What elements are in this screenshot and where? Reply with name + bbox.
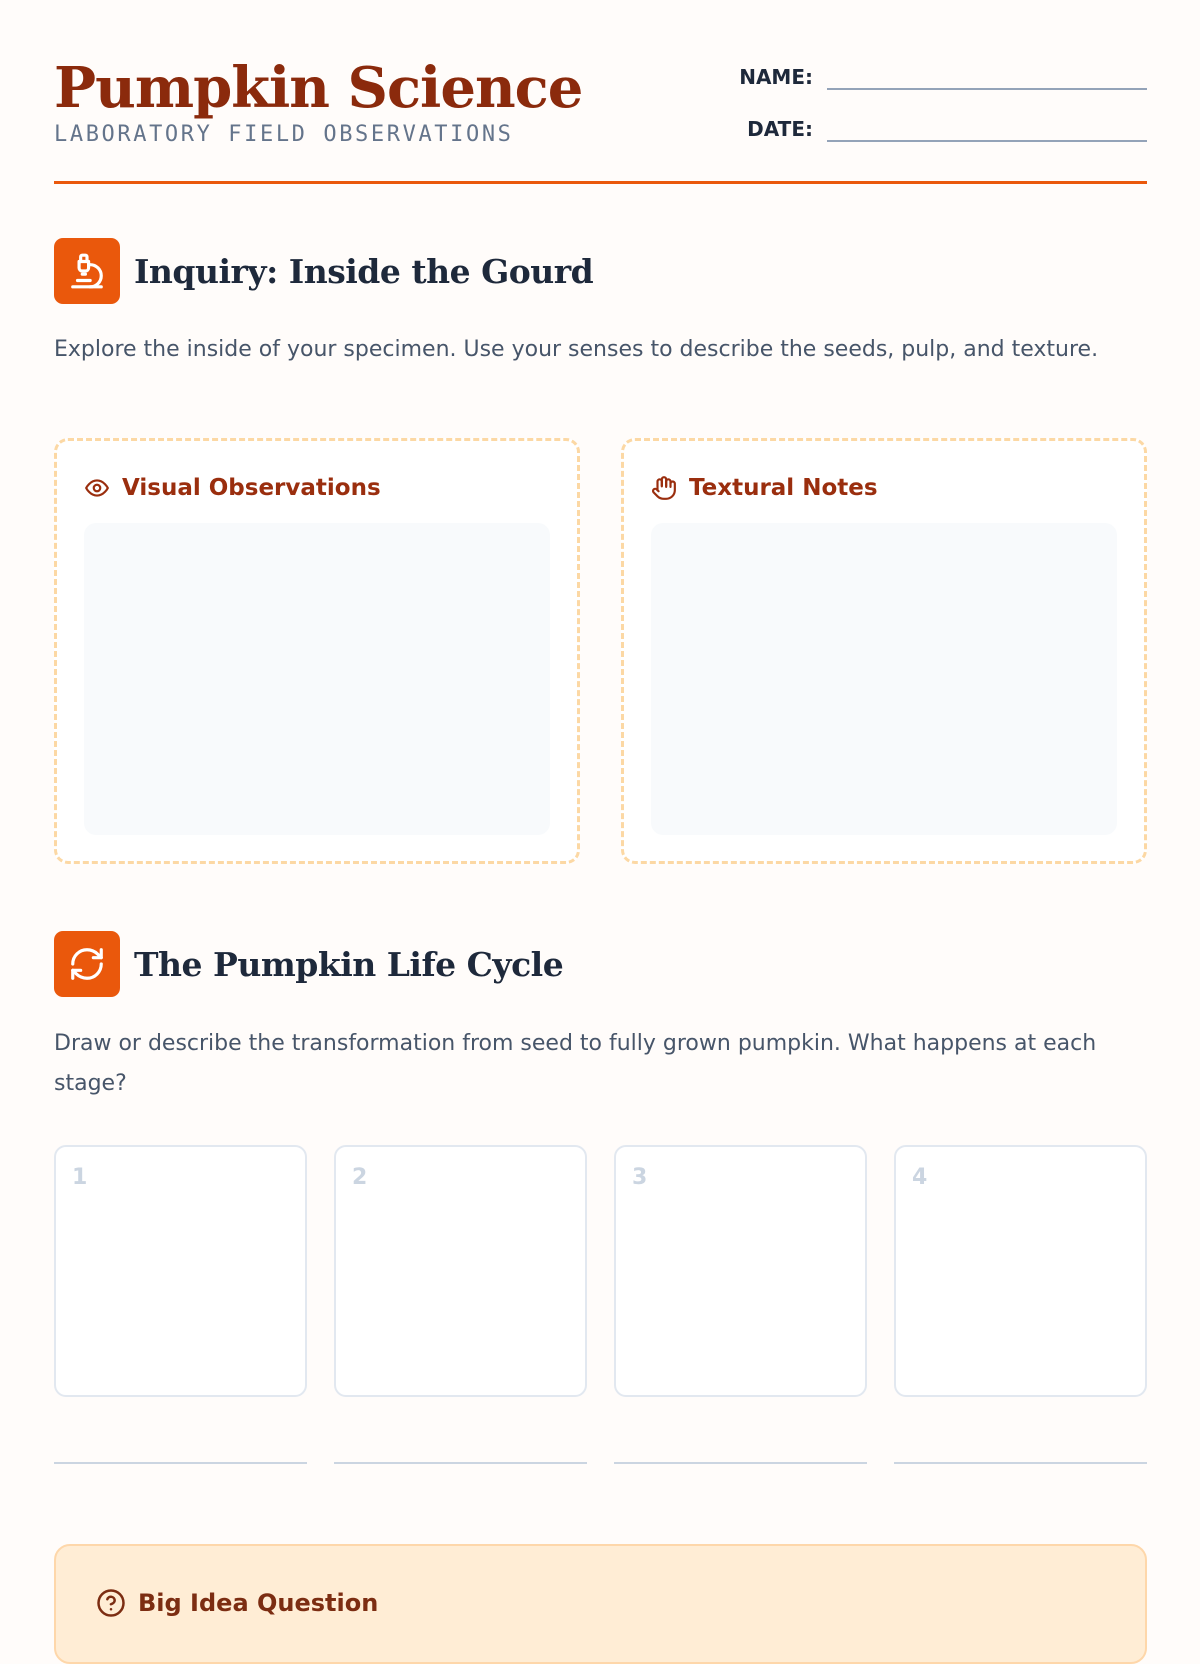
life-cycle-title: The Pumpkin Life Cycle <box>134 944 564 984</box>
visual-observations-label: Visual Observations <box>122 475 381 501</box>
stage-number: 1 <box>72 1165 88 1190</box>
stage-card-4[interactable] <box>894 1145 1147 1397</box>
microscope-icon <box>54 238 120 304</box>
page-title: Pumpkin Science <box>54 55 583 121</box>
textural-notes-label: Textural Notes <box>689 475 878 501</box>
stage-number: 2 <box>352 1165 368 1190</box>
big-idea-panel <box>54 1544 1147 1664</box>
life-cycle-description: Draw or describe the transformation from seed to fully grown pumpkin. What happens at each stage? <box>54 1031 1097 1096</box>
stage-caption-line-2[interactable] <box>334 1462 587 1464</box>
visual-observations-area[interactable] <box>84 523 550 835</box>
big-idea-label: Big Idea Question <box>138 1589 379 1617</box>
hand-icon <box>651 475 677 501</box>
name-row <box>717 60 1147 90</box>
stage-card-3[interactable] <box>614 1145 867 1397</box>
visual-observations-heading <box>84 473 381 503</box>
stage-card-2[interactable] <box>334 1145 587 1397</box>
stage-caption-line-1[interactable] <box>54 1462 307 1464</box>
date-row <box>717 112 1147 142</box>
help-circle-icon <box>96 1588 126 1618</box>
big-idea-heading <box>96 1588 378 1618</box>
date-field[interactable] <box>827 112 1147 142</box>
textural-notes-area[interactable] <box>651 523 1117 835</box>
stage-number: 4 <box>912 1165 928 1190</box>
stage-caption-line-3[interactable] <box>614 1462 867 1464</box>
inquiry-title: Inquiry: Inside the Gourd <box>134 251 594 291</box>
eye-icon <box>84 475 110 501</box>
visual-observations-box <box>54 438 580 864</box>
textural-notes-box <box>621 438 1147 864</box>
stage-caption-line-4[interactable] <box>894 1462 1147 1464</box>
worksheet-header <box>54 0 1147 184</box>
stage-number: 3 <box>632 1165 648 1190</box>
page-subtitle: LABORATORY FIELD OBSERVATIONS <box>54 122 514 147</box>
inquiry-heading <box>54 238 593 304</box>
stage-card-1[interactable] <box>54 1145 307 1397</box>
life-cycle-heading <box>54 931 563 997</box>
refresh-icon <box>54 931 120 997</box>
inquiry-description: Explore the inside of your specimen. Use your senses to describe the seeds, pulp, and texture. <box>54 337 1099 362</box>
name-field[interactable] <box>827 60 1147 90</box>
name-label: NAME: <box>739 65 813 89</box>
textural-notes-heading <box>651 473 878 503</box>
date-label: DATE: <box>747 117 813 141</box>
